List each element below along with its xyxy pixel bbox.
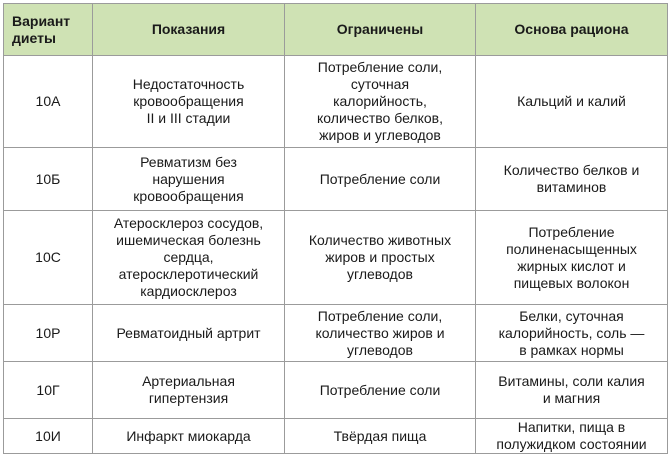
- table-row: [4, 211, 668, 305]
- diet-table: [3, 3, 668, 454]
- cell-limited: Твёрдая пища: [285, 419, 476, 454]
- header-row: [4, 4, 668, 56]
- cell-basis: Напитки, пища в полужидком состоянии: [476, 419, 668, 454]
- header-limited: Ограничены: [285, 4, 476, 56]
- cell-limited: Количество животных жиров и простых углеводов: [285, 211, 476, 305]
- cell-basis: Потребление полиненасыщенных жирных кислот и пищевых волокон: [476, 211, 668, 305]
- cell-variant: 10И: [4, 419, 93, 454]
- cell-indications: Инфаркт миокарда: [93, 419, 285, 454]
- cell-variant: 10Г: [4, 362, 93, 419]
- header-basis: Основа рациона: [476, 4, 668, 56]
- header-indications: Показания: [93, 4, 285, 56]
- cell-basis: Кальций и калий: [476, 56, 668, 148]
- cell-variant: 10С: [4, 211, 93, 305]
- cell-limited: Потребление соли, количество жиров и углеводов: [285, 305, 476, 362]
- table-row: [4, 56, 668, 148]
- cell-basis: Количество белков и витаминов: [476, 148, 668, 211]
- cell-variant: 10А: [4, 56, 93, 148]
- cell-indications: Артериальная гипертензия: [93, 362, 285, 419]
- cell-indications: Ревматоидный артрит: [93, 305, 285, 362]
- cell-limited: Потребление соли, суточная калорийность, количество белков, жиров и углеводов: [285, 56, 476, 148]
- table-row: [4, 362, 668, 419]
- cell-indications: Ревматизм без нарушения кровообращения: [93, 148, 285, 211]
- table-row: [4, 148, 668, 211]
- cell-variant: 10Р: [4, 305, 93, 362]
- cell-limited: Потребление соли: [285, 362, 476, 419]
- table-row: [4, 305, 668, 362]
- cell-indications: Атеросклероз сосудов, ишемическая болезнь сердца, атеросклеротический кардиосклероз: [93, 211, 285, 305]
- cell-limited: Потребление соли: [285, 148, 476, 211]
- cell-variant: 10Б: [4, 148, 93, 211]
- cell-indications: Недостаточность кровообращения II и III стадии: [93, 56, 285, 148]
- header-variant: Вариант диеты: [4, 4, 93, 56]
- table-row: [4, 419, 668, 454]
- cell-basis: Белки, суточная калорийность, соль — в рамках нормы: [476, 305, 668, 362]
- cell-basis: Витамины, соли калия и магния: [476, 362, 668, 419]
